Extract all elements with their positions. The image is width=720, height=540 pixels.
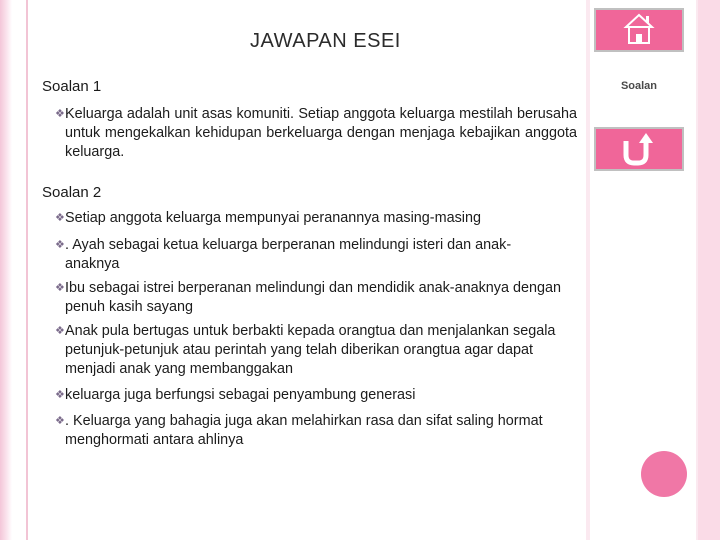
diamond-bullet-icon: ❖ <box>55 389 65 401</box>
return-button[interactable] <box>594 127 684 171</box>
left-border-line <box>26 0 28 540</box>
decorative-circle <box>641 451 687 497</box>
list-item <box>55 279 575 315</box>
list-item <box>55 209 575 228</box>
bullet-text: Anak pula bertugas untuk berbakti kepada orangtua dan menjalankan segala petunjuk-petunjuk atau perintah yang telah diberikan orangtua agar dapat menjadi anak yang membanggakan <box>65 323 556 377</box>
list-item <box>55 105 577 160</box>
section-label-soalan-1: Soalan 1 <box>42 78 102 95</box>
bullet-text: Keluarga adalah unit asas komuniti. Setiap anggota keluarga mestilah berusaha untuk mengekalkan kehidupan berkeluarga dengan menjaga kebajikan anggota keluarga. <box>65 106 577 160</box>
diamond-bullet-icon: ❖ <box>55 282 65 294</box>
diamond-bullet-icon: ❖ <box>55 108 65 120</box>
bullet-text: . Ayah sebagai ketua keluarga berperanan melindungi isteri dan anak-anaknya <box>65 237 512 272</box>
list-item <box>55 386 575 405</box>
diamond-bullet-icon: ❖ <box>55 415 65 427</box>
diamond-bullet-icon: ❖ <box>55 212 65 224</box>
side-panel-stripe <box>698 0 720 540</box>
slide-title-text: JAWAPAN ESEI <box>250 30 401 52</box>
left-edge-decoration <box>0 0 12 540</box>
list-item <box>55 322 575 377</box>
bullet-text: Ibu sebagai istrei berperanan melindungi dan mendidik anak-anaknya dengan penuh kasih sayang <box>65 280 562 315</box>
diamond-bullet-icon: ❖ <box>55 239 65 251</box>
home-icon <box>596 10 682 50</box>
home-button[interactable] <box>594 8 684 52</box>
bullet-text: . Keluarga yang bahagia juga akan melahirkan rasa dan sifat saling hormat menghormati antara ahlinya <box>65 413 543 448</box>
bullet-text: Setiap anggota keluarga mempunyai peranannya masing-masing <box>65 210 481 226</box>
soalan-nav-label[interactable]: Soalan <box>620 80 658 92</box>
list-item <box>55 412 575 448</box>
slide-title <box>250 30 401 53</box>
section-label-soalan-2: Soalan 2 <box>42 184 102 201</box>
list-item <box>55 236 575 272</box>
diamond-bullet-icon: ❖ <box>55 325 65 337</box>
u-turn-arrow-icon <box>596 129 682 169</box>
bullet-text: keluarga juga berfungsi sebagai penyambung generasi <box>65 387 416 403</box>
